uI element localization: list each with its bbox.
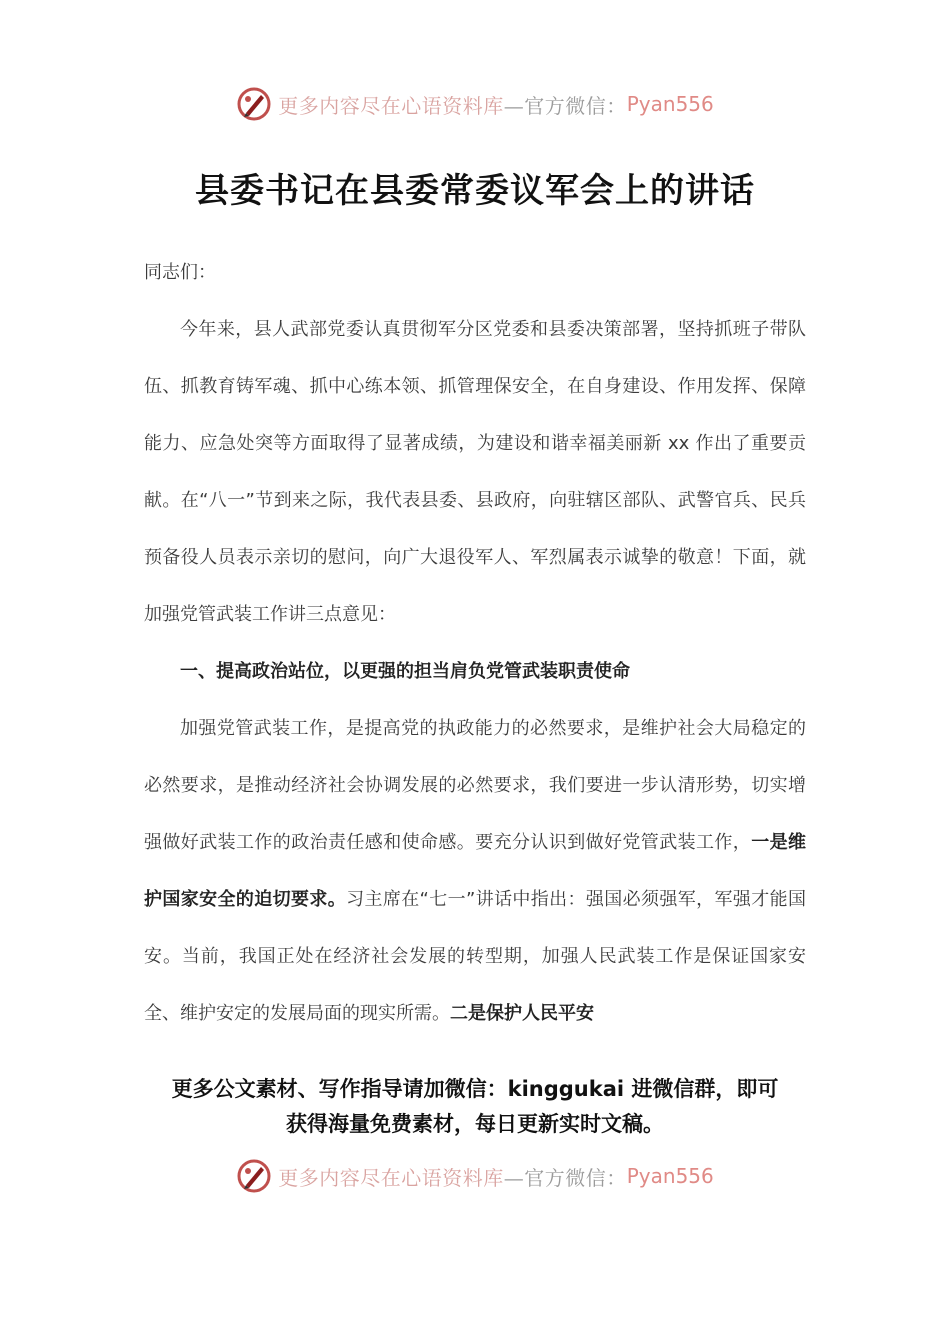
promo-line-1: 更多公文素材、写作指导请加微信：kinggukai 进微信群，即可: [171, 1077, 779, 1101]
document-title: 县委书记在县委常委议军会上的讲话: [195, 171, 755, 211]
watermark-wechat-id: Pyan556: [626, 1164, 714, 1188]
promo-line-2: 获得海量免费素材，每日更新实时文稿。: [286, 1112, 664, 1136]
bold-point-2: 二是保护人民平安: [450, 1003, 594, 1024]
document-body: [144, 244, 806, 1042]
watermark-text: 更多内容尽在心语资料库—官方微信：: [278, 1165, 627, 1190]
footer-watermark: [0, 1154, 950, 1198]
pen-logo-icon: [236, 86, 272, 122]
header-watermark: [0, 82, 950, 126]
salutation: 同志们：: [144, 262, 216, 283]
watermark-wechat-id: Pyan556: [626, 92, 714, 116]
section-heading-1: 一、提高政治站位，以更强的担当肩负党管武装职责使命: [180, 661, 630, 682]
paragraph-intro: 今年来，县人武部党委认真贯彻军分区党委和县委决策部署，坚持抓班子带队伍、抓教育铸军魂、抓中心练本领、抓管理保安全，在自身建设、作用发挥、保障能力、应急处突等方面取得了显著成绩，为建设和谐幸福美丽新 xx 作出了重要贡献。在“八一”节到来之际，我代表县委、县政府，向驻辖区部队、武警官兵、民兵预备役人员表示亲切的慰问，向广大退役军人、军烈属表示诚挚的敬意！下面，就加强党管武装工作讲三点意见：: [144, 319, 806, 625]
paragraph-section-1: [144, 700, 806, 1042]
watermark-text: 更多内容尽在心语资料库—官方微信：: [278, 93, 627, 118]
paragraph-text: 习主席在“七一”讲话中指出：强国必须强军，军强才能国安。当前，我国正处在经济社会发展的转型期，加强人民武装工作是保证国家安全、维护安定的发展局面的现实所需。: [144, 889, 806, 1024]
promo-notice: [120, 1072, 830, 1142]
pen-logo-icon: [236, 1158, 272, 1194]
paragraph-text: 加强党管武装工作，是提高党的执政能力的必然要求，是维护社会大局稳定的必然要求，是推动经济社会协调发展的必然要求，我们要进一步认清形势，切实增强做好武装工作的政治责任感和使命感。要充分认识到做好党管武装工作，: [144, 718, 806, 853]
bold-point-1: 一是维护国家安全的迫切要求。: [144, 832, 807, 910]
